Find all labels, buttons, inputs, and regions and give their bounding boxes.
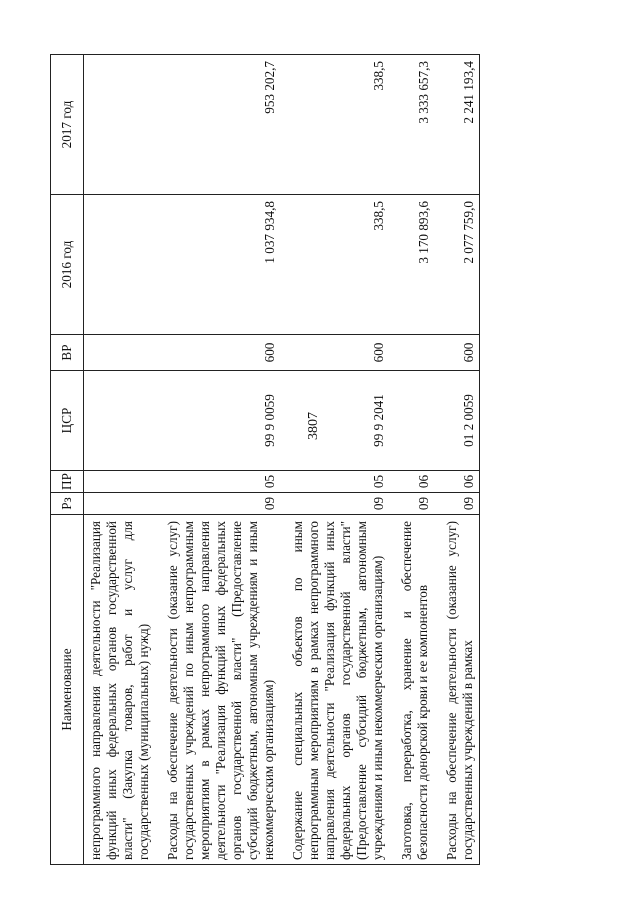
row-vr: 600 (434, 335, 480, 371)
header-2016: 2016 год (51, 195, 84, 335)
table-row (155, 55, 280, 865)
row-rz: 09 (155, 493, 280, 515)
header-2017: 2017 год (51, 55, 84, 195)
row-2017 (84, 55, 156, 195)
row-2016: 3 170 893,6 (389, 195, 434, 335)
rotated-page (50, 55, 580, 865)
row-2016: 338,5 (280, 195, 389, 335)
row-pr: 05 (280, 471, 389, 493)
row-pr: 05 (155, 471, 280, 493)
header-name: Наименование (51, 515, 84, 865)
page-number: 3807 (306, 412, 321, 440)
row-name: Содержание специальных объектов по иным непрограммным мероприятиям в рамках непрограммного направления деятельности "Реализация функций иных федеральных органов государственной власти" (Предоставление субсидий бюджетным, автономным учреждениям и иным некоммерческим организациям) (280, 515, 389, 865)
row-pr: 06 (389, 471, 434, 493)
table-row (434, 55, 480, 865)
row-2017: 2 241 193,4 (434, 55, 480, 195)
row-csr (389, 371, 434, 471)
row-2017: 3 333 657,3 (389, 55, 434, 195)
row-rz (84, 493, 156, 515)
row-pr (84, 471, 156, 493)
row-2017: 953 202,7 (155, 55, 280, 195)
table-row (389, 55, 434, 865)
row-vr (84, 335, 156, 371)
table-header-row (51, 55, 84, 865)
row-rz: 09 (389, 493, 434, 515)
table-row (84, 55, 156, 865)
row-csr (84, 371, 156, 471)
header-vr: ВР (51, 335, 84, 371)
budget-table (50, 54, 480, 865)
header-pr: ПР (51, 471, 84, 493)
row-2017: 338,5 (280, 55, 389, 195)
header-rz: Рз (51, 493, 84, 515)
row-rz: 09 (434, 493, 480, 515)
row-csr: 99 9 0059 (155, 371, 280, 471)
row-vr: 600 (155, 335, 280, 371)
row-rz: 09 (280, 493, 389, 515)
row-pr: 06 (434, 471, 480, 493)
row-2016: 1 037 934,8 (155, 195, 280, 335)
row-2016: 2 077 759,0 (434, 195, 480, 335)
header-csr: ЦСР (51, 371, 84, 471)
row-name: Расходы на обеспечение деятельности (оказание услуг) государственных учреждений в рамках (434, 515, 480, 865)
row-2016 (84, 195, 156, 335)
table-row (280, 55, 389, 865)
row-vr (389, 335, 434, 371)
row-name: непрограммного направления деятельности "Реализация функций иных федеральных органов государственной власти" (Закупка товаров, работ и услуг для государственных (муниципальных) нужд) (84, 515, 156, 865)
row-csr: 99 9 2041 (280, 371, 389, 471)
row-name: Заготовка, переработка, хранение и обеспечение безопасности донорской крови и ее компонентов (389, 515, 434, 865)
row-csr: 01 2 0059 (434, 371, 480, 471)
row-vr: 600 (280, 335, 389, 371)
row-name: Расходы на обеспечение деятельности (оказание услуг) государственных учреждений по иным непрограммным мероприятиям в рамках непрограммного направления деятельности "Реализация функций иных федеральных органов государственной власти" (Предоставление субсидий бюджетным, автономным учреждениям и иным некоммерческим организациям) (155, 515, 280, 865)
